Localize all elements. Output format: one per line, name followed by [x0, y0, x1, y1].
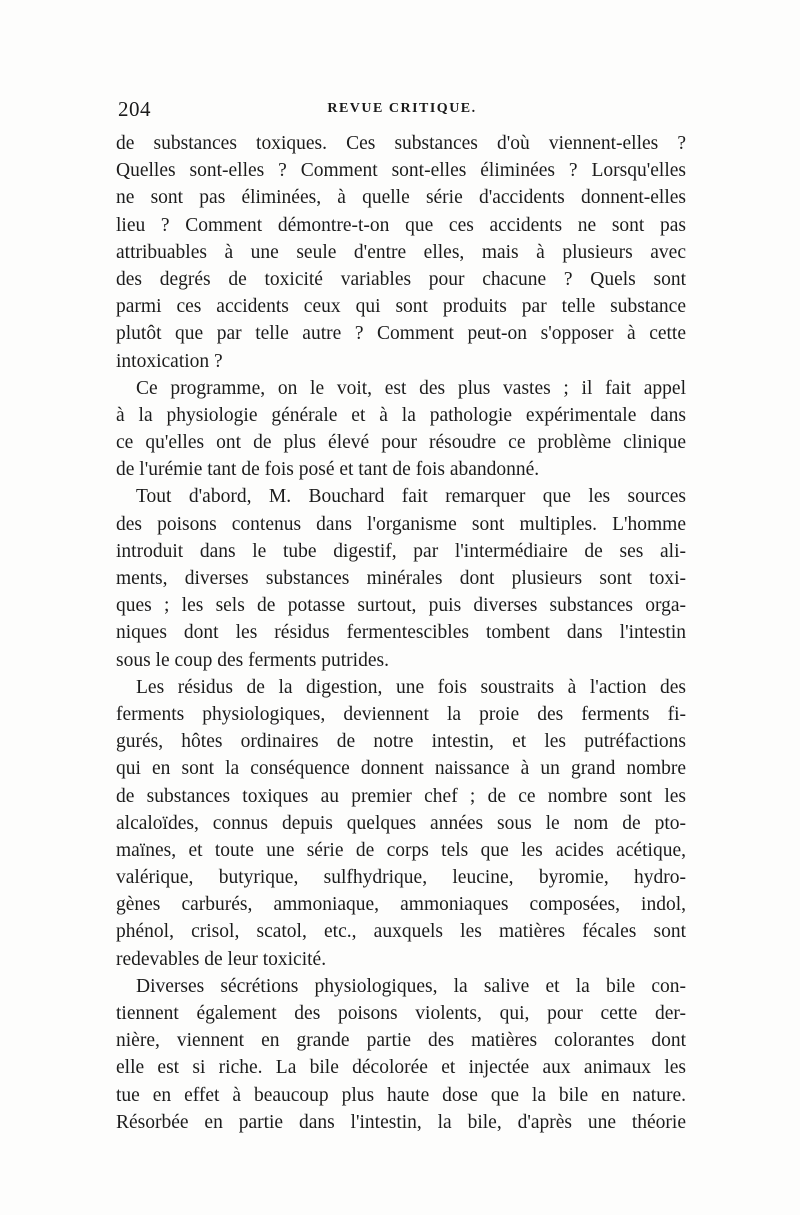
text-line: qui en sont la conséquence donnent naissance à un grand nombre: [116, 758, 686, 780]
text-line: intoxication ?: [116, 350, 223, 372]
text-line: phénol, crisol, scatol, etc., auxquels les matières fécales sont: [116, 921, 686, 943]
text-line: ments, diverses substances minérales dont plusieurs sont toxi-: [116, 568, 686, 589]
text-line: redevables de leur toxicité.: [116, 948, 327, 970]
text-line: de substances toxiques au premier chef ; de ce nombre sont les: [116, 785, 686, 807]
text-line: Ce programme, on le voit, est des plus vastes ; il fait appel: [136, 377, 686, 399]
text-line: gènes carburés, ammoniaque, ammoniaques composées, indol,: [116, 894, 686, 916]
text-line: de l'urémie tant de fois posé et tant de fois abandonné.: [116, 459, 540, 481]
text-line: ques ; les sels de potasse surtout, puis diverses substances orga-: [116, 595, 686, 617]
text-line: maïnes, et toute une série de corps tels que les acides acétique,: [116, 839, 686, 861]
text-line: ferments physiologiques, deviennent la proie des ferments fi-: [116, 703, 686, 725]
text-line: nière, viennent en grande partie des matières colorantes dont: [116, 1030, 686, 1052]
text-line: valérique, butyrique, sulfhydrique, leucine, byromie, hydro-: [116, 867, 686, 889]
text-line: Diverses sécrétions physiologiques, la salive et la bile con-: [136, 975, 686, 997]
text-line: gurés, hôtes ordinaires de notre intestin, et les putréfactions: [116, 731, 686, 753]
text-line: Résorbée en partie dans l'intestin, la bile, d'après une théorie: [116, 1111, 686, 1133]
text-line: Tout d'abord, M. Bouchard fait remarquer que les sources: [136, 486, 686, 508]
text-line: introduit dans le tube digestif, par l'intermédiaire de ses ali-: [116, 540, 686, 562]
text-line: Quelles sont-elles ? Comment sont-elles éliminées ? Lorsqu'elles: [116, 160, 686, 182]
text-line: ce qu'elles ont de plus élevé pour résoudre ce problème clinique: [116, 432, 686, 454]
text-line: de substances toxiques. Ces substances d'où viennent-elles ?: [116, 133, 686, 154]
page-header: [118, 97, 686, 123]
text-line: à la physiologie générale et à la pathologie expérimentale dans: [116, 404, 686, 426]
text-line: tiennent également des poisons violents, qui, pour cette der-: [116, 1003, 686, 1024]
body-text: [116, 130, 686, 1136]
text-line: attribuables à une seule d'entre elles, mais à plusieurs avec: [116, 241, 686, 263]
running-head: REVUE CRITIQUE.: [327, 101, 477, 116]
text-line: Les résidus de la digestion, une fois soustraits à l'action des: [136, 676, 686, 698]
text-line: parmi ces accidents ceux qui sont produits par telle substance: [116, 296, 686, 318]
text-line: elle est si riche. La bile décolorée et injectée aux animaux les: [116, 1057, 686, 1079]
text-line: lieu ? Comment démontre-t-on que ces accidents ne sont pas: [116, 214, 686, 236]
text-line: des poisons contenus dans l'organisme sont multiples. L'homme: [116, 513, 686, 535]
text-line: sous le coup des ferments putrides.: [116, 649, 389, 671]
text-line: alcaloïdes, connus depuis quelques années sous le nom de pto-: [116, 812, 686, 834]
text-line: tue en effet à beaucoup plus haute dose que la bile en nature.: [116, 1084, 686, 1106]
page-number: 204: [118, 97, 151, 121]
text-line: des degrés de toxicité variables pour chacune ? Quels sont: [116, 268, 686, 290]
text-line: ne sont pas éliminées, à quelle série d'accidents donnent-elles: [116, 187, 686, 209]
text-line: plutôt que par telle autre ? Comment peut-on s'opposer à cette: [116, 323, 686, 345]
text-line: niques dont les résidus fermentescibles tombent dans l'intestin: [116, 622, 686, 644]
